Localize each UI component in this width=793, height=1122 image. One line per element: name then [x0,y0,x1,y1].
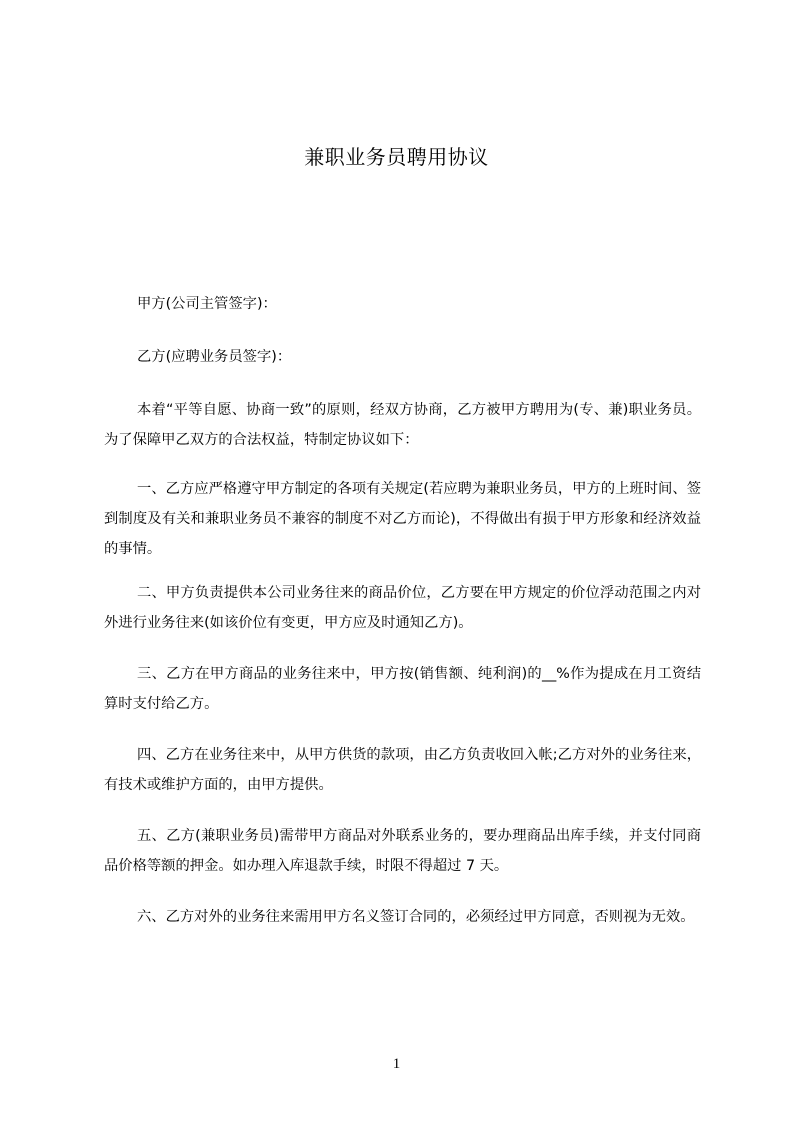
party-b-signature-line: 乙方(应聘业务员签字)： [137,349,292,365]
clause-6: 六、乙方对外的业务往来需用甲方名义签订合同的，必须经过甲方同意，否则视为无效。 [137,909,695,925]
clause-4: 四、乙方在业务往来中，从甲方供货的款项，由乙方负责收回入帐;乙方对外的业务往来，有技术或维护方面的，由甲方提供。 [104,747,701,793]
clause-5: 五、乙方(兼职业务员)需带甲方商品对外联系业务的，要办理商品出库手续，并支付同商品价格等额的押金。如办理入库退款手续，时限不得超过 7 天。 [104,828,701,874]
party-a-signature-line: 甲方(公司主管签字)： [137,296,277,312]
intro-paragraph: 本着“平等自愿、协商一致”的原则，经双方协商，乙方被甲方聘用为(专、兼)职业务员。为了保障甲乙双方的合法权益，特制定协议如下： [104,402,701,448]
clause-3: 三、乙方在甲方商品的业务往来中，甲方按(销售额、纯利润)的__%作为提成在月工资结算时支付给乙方。 [104,666,701,712]
clause-2: 二、甲方负责提供本公司业务往来的商品价位，乙方要在甲方规定的价位浮动范围之内对外进行业务往来(如该价位有变更，甲方应及时通知乙方)。 [104,585,701,631]
page-number: 1 [392,1056,401,1072]
document-title: 兼职业务员聘用协议 [304,145,489,169]
clause-1: 一、乙方应严格遵守甲方制定的各项有关规定(若应聘为兼职业务员，甲方的上班时间、签到制度及有关和兼职业务员不兼容的制度不对乙方而论)，不得做出有损于甲方形象和经济效益的事情。 [104,481,701,557]
